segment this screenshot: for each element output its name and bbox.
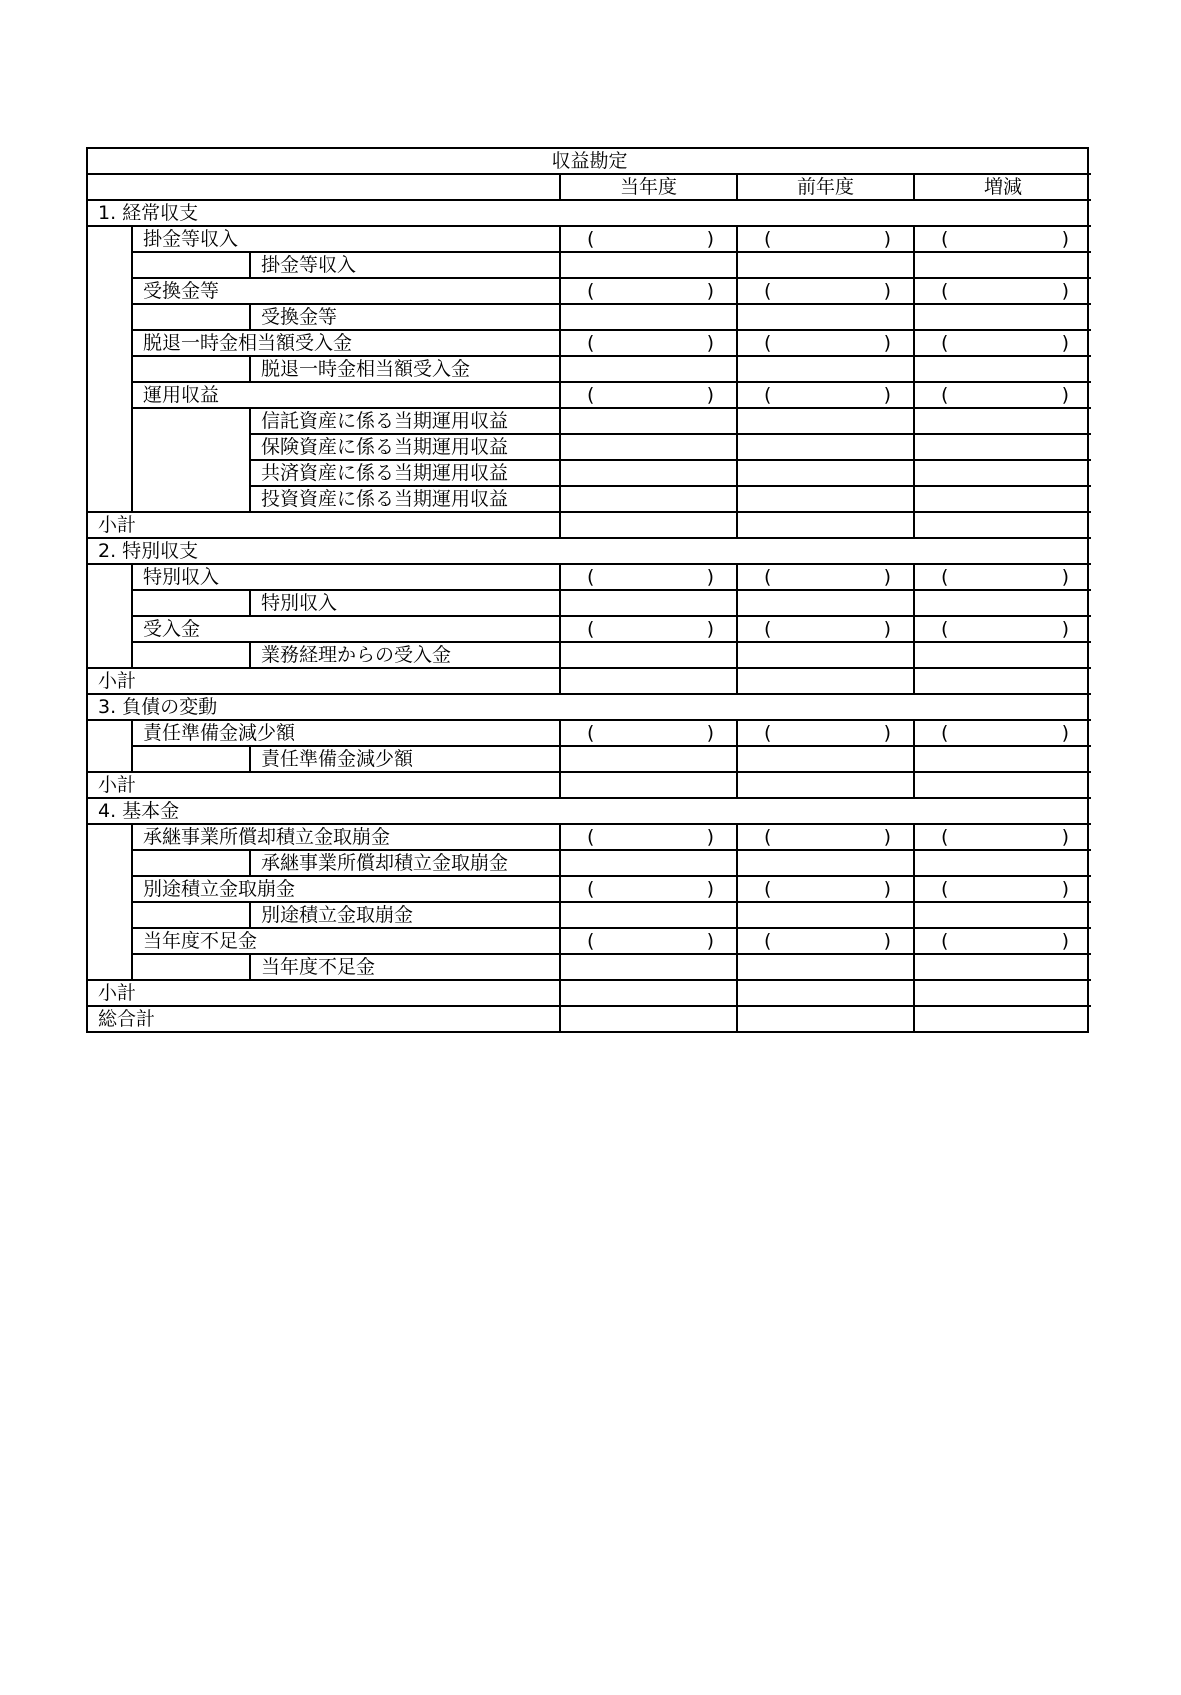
item-label: 信託資産に係る当期運用収益	[250, 408, 560, 434]
indent-cell	[132, 356, 250, 382]
open-paren: (	[587, 722, 595, 744]
indent-cell	[132, 902, 250, 928]
paren-pair	[915, 279, 1091, 303]
close-paren: )	[883, 930, 891, 952]
close-paren: )	[1061, 228, 1070, 250]
group-label: 別途積立金取崩金	[132, 876, 560, 902]
open-paren: (	[764, 618, 772, 640]
table	[88, 149, 1091, 1031]
open-paren: (	[764, 280, 772, 302]
close-paren: )	[706, 930, 714, 952]
indent-cell	[132, 954, 250, 980]
title-row	[88, 149, 1091, 174]
value-cell	[737, 668, 914, 694]
item-label: 別途積立金取崩金	[250, 902, 560, 928]
close-paren: )	[1061, 878, 1070, 900]
section-row	[88, 538, 1091, 564]
value-cell	[560, 278, 737, 304]
item-row	[88, 304, 1091, 330]
value-cell	[737, 382, 914, 408]
value-cell	[914, 460, 1091, 486]
paren-pair	[915, 617, 1091, 641]
value-cell	[737, 1006, 914, 1031]
value-cell	[914, 772, 1091, 798]
value-cell	[560, 928, 737, 954]
column-header: 当年度	[560, 174, 737, 200]
item-row	[88, 408, 1091, 434]
close-paren: )	[706, 826, 714, 848]
value-cell	[560, 564, 737, 590]
value-cell	[737, 902, 914, 928]
open-paren: (	[587, 566, 595, 588]
group-row	[88, 382, 1091, 408]
close-paren: )	[706, 878, 714, 900]
value-cell	[560, 226, 737, 252]
section-label: 1. 経常収支	[88, 200, 1091, 226]
open-paren: (	[587, 228, 595, 250]
open-paren: (	[941, 566, 949, 588]
group-label: 責任準備金減少額	[132, 720, 560, 746]
paren-pair	[561, 877, 736, 901]
value-cell	[737, 850, 914, 876]
item-label: 保険資産に係る当期運用収益	[250, 434, 560, 460]
value-cell	[737, 564, 914, 590]
value-cell	[914, 486, 1091, 512]
value-cell	[737, 642, 914, 668]
indent-cell	[132, 850, 250, 876]
column-header: 前年度	[737, 174, 914, 200]
value-cell	[560, 356, 737, 382]
value-cell	[914, 746, 1091, 772]
group-label: 掛金等収入	[132, 226, 560, 252]
subtotal-label: 小計	[88, 512, 560, 538]
group-row	[88, 278, 1091, 304]
subtotal-label: 小計	[88, 980, 560, 1006]
open-paren: (	[764, 332, 772, 354]
group-row	[88, 226, 1091, 252]
open-paren: (	[587, 930, 595, 952]
group-label: 脱退一時金相当額受入金	[132, 330, 560, 356]
subtotal-label: 小計	[88, 772, 560, 798]
open-paren: (	[587, 618, 595, 640]
value-cell	[560, 252, 737, 278]
value-cell	[914, 876, 1091, 902]
close-paren: )	[706, 228, 714, 250]
value-cell	[560, 304, 737, 330]
paren-pair	[738, 929, 913, 953]
item-label: 受換金等	[250, 304, 560, 330]
open-paren: (	[941, 384, 949, 406]
open-paren: (	[587, 826, 595, 848]
close-paren: )	[883, 722, 891, 744]
group-label: 当年度不足金	[132, 928, 560, 954]
indent-cell	[88, 564, 132, 668]
value-cell	[560, 330, 737, 356]
indent-cell	[132, 746, 250, 772]
group-label: 承継事業所償却積立金取崩金	[132, 824, 560, 850]
paren-pair	[915, 721, 1091, 745]
paren-pair	[738, 721, 913, 745]
group-row	[88, 876, 1091, 902]
value-cell	[737, 954, 914, 980]
paren-pair	[738, 825, 913, 849]
value-cell	[737, 304, 914, 330]
section-label: 2. 特別収支	[88, 538, 1091, 564]
value-cell	[914, 850, 1091, 876]
subtotal-row	[88, 668, 1091, 694]
item-row	[88, 642, 1091, 668]
grand-total-label: 総合計	[88, 1006, 560, 1031]
paren-pair	[915, 331, 1091, 355]
subtotal-row	[88, 772, 1091, 798]
close-paren: )	[1061, 618, 1070, 640]
value-cell	[560, 824, 737, 850]
close-paren: )	[706, 280, 714, 302]
group-label: 運用収益	[132, 382, 560, 408]
paren-pair	[561, 617, 736, 641]
value-cell	[914, 356, 1091, 382]
open-paren: (	[941, 332, 949, 354]
group-label: 受換金等	[132, 278, 560, 304]
indent-cell	[132, 408, 250, 512]
paren-pair	[561, 279, 736, 303]
paren-pair	[738, 331, 913, 355]
value-cell	[737, 746, 914, 772]
item-label: 業務経理からの受入金	[250, 642, 560, 668]
open-paren: (	[941, 878, 949, 900]
value-cell	[914, 382, 1091, 408]
paren-pair	[738, 617, 913, 641]
open-paren: (	[941, 722, 949, 744]
value-cell	[560, 668, 737, 694]
item-label: 共済資産に係る当期運用収益	[250, 460, 560, 486]
value-cell	[914, 590, 1091, 616]
value-cell	[560, 616, 737, 642]
close-paren: )	[1061, 826, 1070, 848]
section-row	[88, 200, 1091, 226]
paren-pair	[915, 825, 1091, 849]
value-cell	[737, 408, 914, 434]
group-row	[88, 330, 1091, 356]
value-cell	[737, 616, 914, 642]
group-label: 特別収入	[132, 564, 560, 590]
section-row	[88, 798, 1091, 824]
value-cell	[914, 668, 1091, 694]
header-row	[88, 174, 1091, 200]
value-cell	[560, 1006, 737, 1031]
item-label: 脱退一時金相当額受入金	[250, 356, 560, 382]
close-paren: )	[706, 722, 714, 744]
group-row	[88, 824, 1091, 850]
paren-pair	[561, 565, 736, 589]
value-cell	[737, 980, 914, 1006]
close-paren: )	[883, 384, 891, 406]
group-row	[88, 564, 1091, 590]
item-label: 特別収入	[250, 590, 560, 616]
value-cell	[737, 928, 914, 954]
close-paren: )	[883, 878, 891, 900]
close-paren: )	[883, 566, 891, 588]
open-paren: (	[941, 930, 949, 952]
value-cell	[560, 876, 737, 902]
item-label: 承継事業所償却積立金取崩金	[250, 850, 560, 876]
value-cell	[560, 590, 737, 616]
paren-pair	[915, 383, 1091, 407]
value-cell	[914, 928, 1091, 954]
indent-cell	[132, 304, 250, 330]
value-cell	[560, 720, 737, 746]
value-cell	[560, 980, 737, 1006]
value-cell	[914, 642, 1091, 668]
column-header: 増減	[914, 174, 1091, 200]
item-row	[88, 252, 1091, 278]
value-cell	[914, 330, 1091, 356]
close-paren: )	[1061, 280, 1070, 302]
close-paren: )	[706, 332, 714, 354]
item-label: 掛金等収入	[250, 252, 560, 278]
income-account-table	[86, 147, 1089, 1033]
value-cell	[560, 382, 737, 408]
indent-cell	[132, 642, 250, 668]
value-cell	[560, 772, 737, 798]
close-paren: )	[1061, 930, 1070, 952]
close-paren: )	[1061, 384, 1070, 406]
close-paren: )	[1061, 332, 1070, 354]
value-cell	[560, 902, 737, 928]
paren-pair	[915, 227, 1091, 251]
value-cell	[737, 512, 914, 538]
open-paren: (	[941, 228, 949, 250]
value-cell	[737, 824, 914, 850]
value-cell	[737, 460, 914, 486]
group-row	[88, 928, 1091, 954]
section-label: 3. 負債の変動	[88, 694, 1091, 720]
indent-cell	[88, 824, 132, 980]
value-cell	[914, 304, 1091, 330]
paren-pair	[915, 929, 1091, 953]
close-paren: )	[1061, 566, 1070, 588]
paren-pair	[561, 331, 736, 355]
value-cell	[737, 434, 914, 460]
open-paren: (	[587, 384, 595, 406]
close-paren: )	[1061, 722, 1070, 744]
open-paren: (	[587, 332, 595, 354]
value-cell	[737, 356, 914, 382]
paren-pair	[915, 877, 1091, 901]
group-row	[88, 616, 1091, 642]
item-label: 当年度不足金	[250, 954, 560, 980]
close-paren: )	[883, 618, 891, 640]
paren-pair	[915, 565, 1091, 589]
open-paren: (	[941, 618, 949, 640]
value-cell	[914, 824, 1091, 850]
value-cell	[560, 434, 737, 460]
indent-cell	[88, 226, 132, 512]
value-cell	[737, 590, 914, 616]
value-cell	[737, 720, 914, 746]
paren-pair	[561, 721, 736, 745]
open-paren: (	[764, 228, 772, 250]
item-label: 責任準備金減少額	[250, 746, 560, 772]
item-row	[88, 902, 1091, 928]
value-cell	[737, 278, 914, 304]
open-paren: (	[764, 722, 772, 744]
item-row	[88, 850, 1091, 876]
value-cell	[914, 616, 1091, 642]
open-paren: (	[941, 280, 949, 302]
value-cell	[560, 460, 737, 486]
value-cell	[560, 486, 737, 512]
close-paren: )	[883, 280, 891, 302]
close-paren: )	[706, 566, 714, 588]
paren-pair	[738, 565, 913, 589]
value-cell	[914, 1006, 1091, 1031]
value-cell	[914, 278, 1091, 304]
table-title: 収益勘定	[88, 149, 1091, 174]
value-cell	[560, 746, 737, 772]
section-row	[88, 694, 1091, 720]
header-blank	[88, 174, 560, 200]
value-cell	[560, 642, 737, 668]
paren-pair	[561, 227, 736, 251]
indent-cell	[88, 720, 132, 772]
value-cell	[914, 954, 1091, 980]
item-row	[88, 746, 1091, 772]
value-cell	[914, 408, 1091, 434]
value-cell	[914, 902, 1091, 928]
open-paren: (	[764, 878, 772, 900]
subtotal-label: 小計	[88, 668, 560, 694]
close-paren: )	[883, 228, 891, 250]
value-cell	[737, 486, 914, 512]
open-paren: (	[587, 878, 595, 900]
grand-total-row	[88, 1006, 1091, 1031]
subtotal-row	[88, 980, 1091, 1006]
paren-pair	[561, 383, 736, 407]
open-paren: (	[764, 384, 772, 406]
paren-pair	[738, 227, 913, 251]
value-cell	[914, 252, 1091, 278]
open-paren: (	[764, 930, 772, 952]
value-cell	[737, 226, 914, 252]
value-cell	[737, 252, 914, 278]
subtotal-row	[88, 512, 1091, 538]
section-label: 4. 基本金	[88, 798, 1091, 824]
value-cell	[914, 720, 1091, 746]
value-cell	[737, 330, 914, 356]
value-cell	[737, 876, 914, 902]
item-row	[88, 356, 1091, 382]
item-row	[88, 954, 1091, 980]
value-cell	[560, 408, 737, 434]
paren-pair	[738, 877, 913, 901]
open-paren: (	[587, 280, 595, 302]
value-cell	[737, 772, 914, 798]
close-paren: )	[706, 618, 714, 640]
group-label: 受入金	[132, 616, 560, 642]
value-cell	[560, 954, 737, 980]
value-cell	[914, 980, 1091, 1006]
group-row	[88, 720, 1091, 746]
value-cell	[914, 434, 1091, 460]
indent-cell	[132, 252, 250, 278]
paren-pair	[738, 383, 913, 407]
close-paren: )	[883, 332, 891, 354]
value-cell	[560, 512, 737, 538]
value-cell	[914, 226, 1091, 252]
close-paren: )	[883, 826, 891, 848]
open-paren: (	[764, 826, 772, 848]
close-paren: )	[706, 384, 714, 406]
paren-pair	[561, 825, 736, 849]
value-cell	[914, 564, 1091, 590]
open-paren: (	[941, 826, 949, 848]
paren-pair	[561, 929, 736, 953]
item-row	[88, 590, 1091, 616]
open-paren: (	[764, 566, 772, 588]
indent-cell	[132, 590, 250, 616]
value-cell	[560, 850, 737, 876]
item-label: 投資資産に係る当期運用収益	[250, 486, 560, 512]
value-cell	[914, 512, 1091, 538]
paren-pair	[738, 279, 913, 303]
